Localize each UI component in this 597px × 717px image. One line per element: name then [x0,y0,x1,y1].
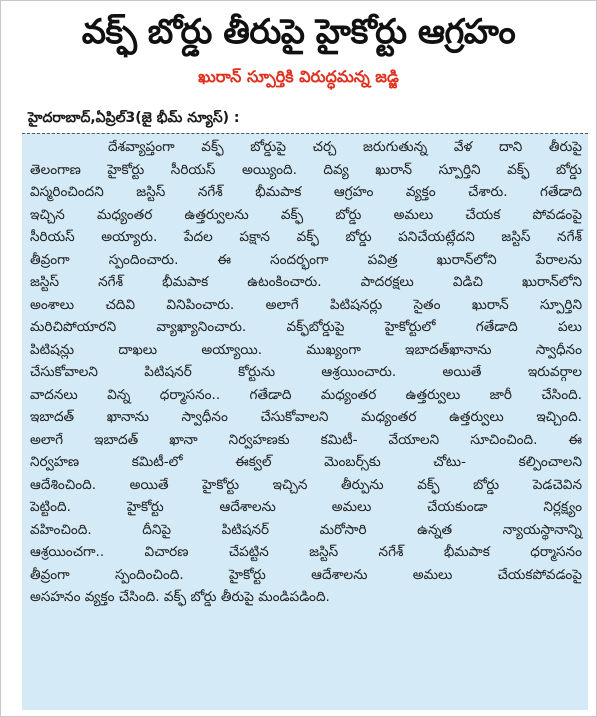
dateline: హైదరాబాద్,ఏప్రిల్3(జై భీమ్ న్యూస్) : [28,110,240,126]
body-line: దేశవ్యాప్తంగా వక్ఫ్ బోర్డుపై చర్చ జరుగుతున్న వేళ దాని తీరుపై [108,139,582,155]
body-line: నిర్వహణ కమిటీ-లో ఈక్వల్ మెంబర్స్‌కు చోటు- కల్పించాలని [30,454,582,470]
body-line: తెలంగాణ హైకోర్టు సీరియస్ అయ్యింది. దివ్య ఖురాన్ స్పూర్తిని వక్ఫ్ బోర్డు [30,161,582,178]
body-line: చేసుకోవాలని పిటిషనర్ కోర్టును ఆశ్రయించారు. అయితే ఇరువర్గాల [30,364,582,380]
body-line: ఆదేశించింది. అయితే హైకోర్టు ఇచ్చిన తీర్పును వక్ఫ్ బోర్డు పెడచెవిన [30,476,582,493]
body-line: సీరియస్ అయ్యారు. పేదల పక్షాన వక్ఫ్ బోర్డు పనిచేయట్లేదని జస్టిస్ నగేశ్ [30,229,582,245]
body-line: అలాగే ఇబాదత్ ఖానా నిర్వహణకు కమిటీ- వేయాలని సూచించింది. ఈ [30,431,582,448]
body-line: వహించింది. దీనిపై పిటిషనర్ మరోసారి ఉన్నత న్యాయస్థానాన్ని [30,521,582,538]
body-line: ఇబాదత్ ఖానాను స్వాధీనం చేసుకోవాలని మధ్యంతర ఉత్తర్వులు ఇచ్చింది. [30,409,582,425]
body-line: అంశాలు చదివి వినిపించారు. అలాగే పిటిషనర్లు సైతం ఖురాన్ స్పూర్తిని [30,296,582,313]
body-line: అసహనం వ్యక్తం చేసింది. వక్ఫ్ బోర్డు తీరుపై మండిపడింది. [30,589,330,605]
body-line: విస్మరించిందని జస్టిస్ నగేశ్ భీమపాక ఆగ్రహం వ్యక్తం చేశారు. గతేడాది [30,184,582,200]
body-line: ఆశ్రయించగా.. విచారణ చేపట్టిన జస్టిస్ నగేశ్ భీమపాక ధర్మాసనం [30,544,582,560]
body-line: మరిచిపోయారని వ్యాఖ్యానించారు. వక్ఫ్‌బోర్డుపై హైకోర్టులో గతేడాది పలు [30,319,582,335]
article-body [30,136,582,609]
body-line: ఇచ్చిన మధ్యంతర ఉత్తర్వులను వక్ఫ్ బోర్డు అమలు చేయక పోవడంపై [30,206,582,223]
body-line: తీవ్రంగా స్పందించారు. ఈ సందర్భంగా పవిత్ర ఖురాన్‌లోని పేరాలను [30,251,582,268]
body-line: జస్టిస్ నగేశ్ భీమపాక ఉటంకించారు. పాదరక్షలు విడిచి ఖురాన్‌లోని [30,274,582,290]
body-line: తీవ్రంగా స్పందించింది. హైకోర్టు ఆదేశాలను అమలు చేయకపోవడంపై [30,566,582,583]
body-line: పిటిషన్లు దాఖలు అయ్యాయి. ముఖ్యంగా ఇబాదత్‌ఖానాను స్వాధీనం [30,341,582,358]
body-line: వాదనలు విన్న ధర్మాసనం.. గతేడాది మధ్యంతర ఉత్తర్వులు జారీ చేసింది. [30,386,582,403]
headline: వక్ఫ్ బోర్డు తీరుపై హైకోర్టు ఆగ్రహం [81,12,516,52]
subheadline: ఖురాన్ స్పూర్తికి విరుద్ధమన్న జడ్జి [198,67,399,86]
body-line: పెట్టింది. హైకోర్టు ఆదేశాలను అమలు చేయకుండా నిర్లక్ష్యం [30,499,582,515]
